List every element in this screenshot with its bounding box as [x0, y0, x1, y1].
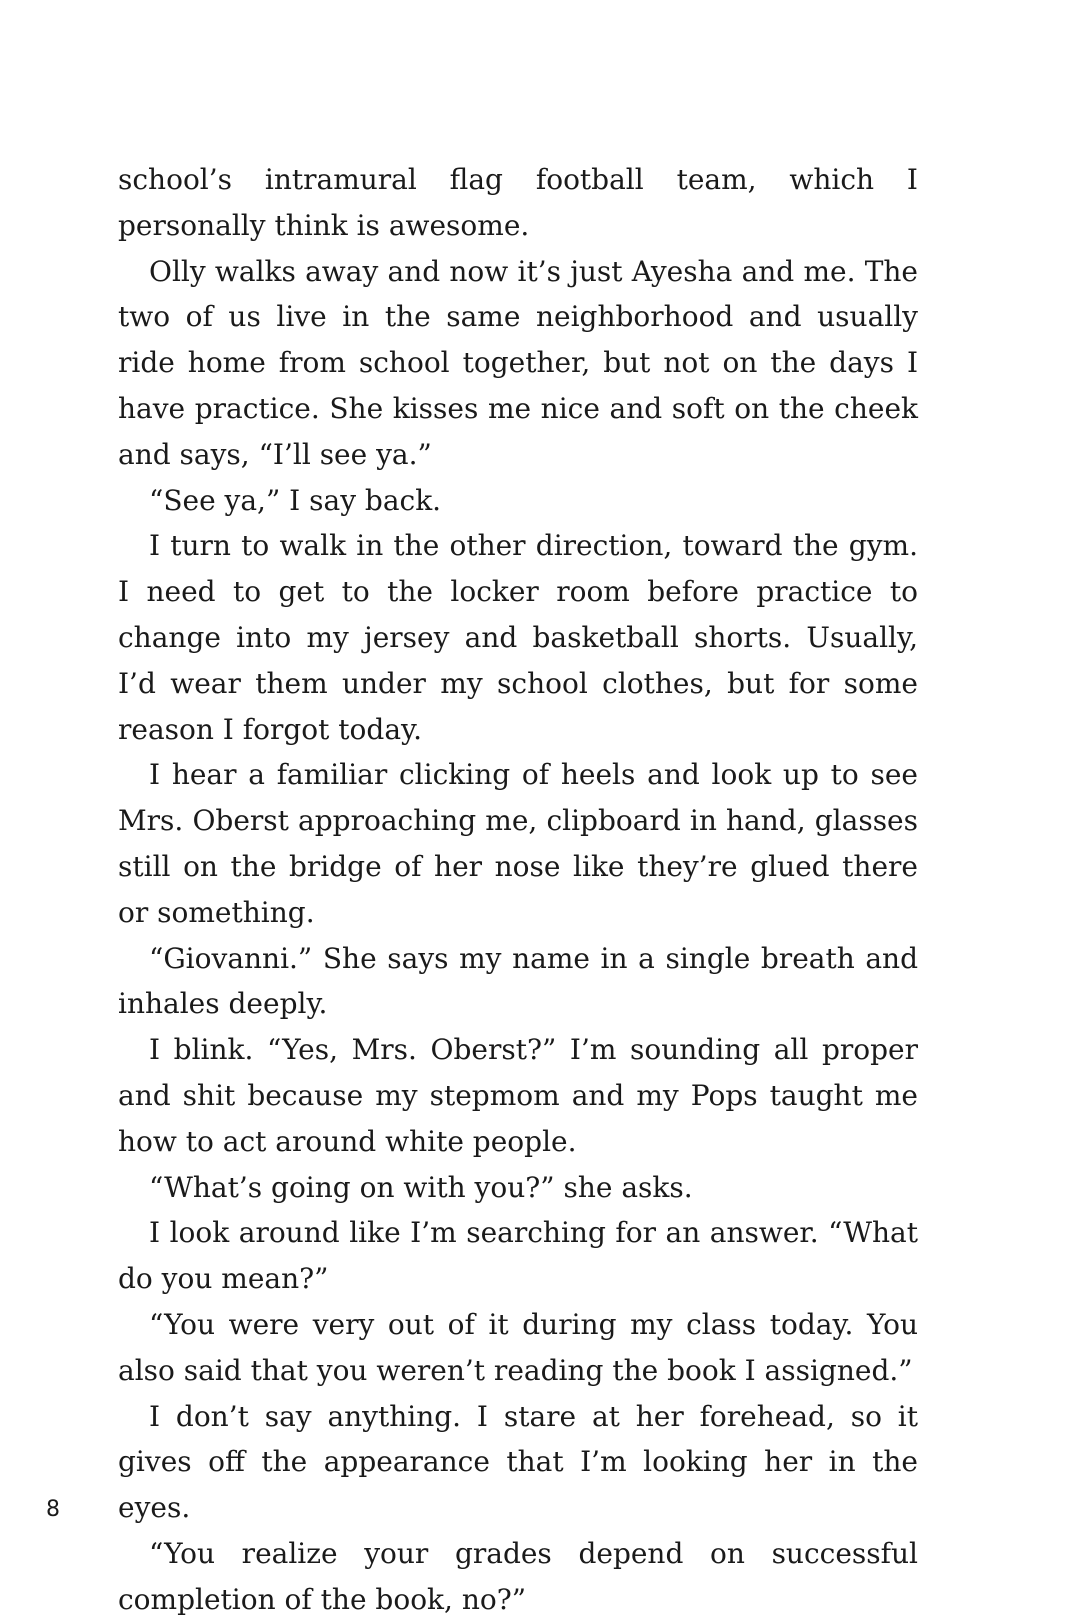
paragraph: school’s intramural flag football team, which I personally think is awesome. [118, 163, 918, 242]
paragraph: “What’s going on with you?” she asks. [149, 1170, 693, 1204]
paragraph: I blink. “Yes, Mrs. Oberst?” I’m sounding all proper and shit because my stepmom and my Pops taught me how to act around white people. [118, 1033, 918, 1158]
body-text [118, 157, 918, 1623]
paragraph: “Giovanni.” She says my name in a single breath and inhales deeply. [118, 941, 918, 1021]
paragraph: I look around like I’m searching for an answer. “What do you mean?” [118, 1216, 918, 1296]
paragraph: I don’t say anything. I stare at her forehead, so it gives off the appearance that I’m looking her in the eyes. [118, 1399, 918, 1525]
paragraph: “You realize your grades depend on successful completion of the book, no?” [118, 1536, 918, 1616]
paragraph: I hear a familiar clicking of heels and look up to see Mrs. Oberst approaching me, clipboard in hand, glasses still on the bridge of her nose like they’re glued there or something. [118, 758, 918, 929]
paragraph: “You were very out of it during my class today. You also said that you weren’t reading the book I assigned.” [118, 1307, 918, 1387]
page-number: 8 [46, 1497, 60, 1522]
paragraph: “See ya,” I say back. [149, 483, 442, 517]
paragraph: I turn to walk in the other direction, toward the gym. I need to get to the locker room before practice to change into my jersey and basketball shorts. Usually, I’d wear them under my school clothes, but for some reason I forgot today. [118, 529, 918, 746]
paragraph: Olly walks away and now it’s just Ayesha and me. The two of us live in the same neighborhood and usually ride home from school together, but not on the days I have practice. She kisses me nice and soft on the cheek and says, “I’ll see ya.” [118, 254, 918, 471]
